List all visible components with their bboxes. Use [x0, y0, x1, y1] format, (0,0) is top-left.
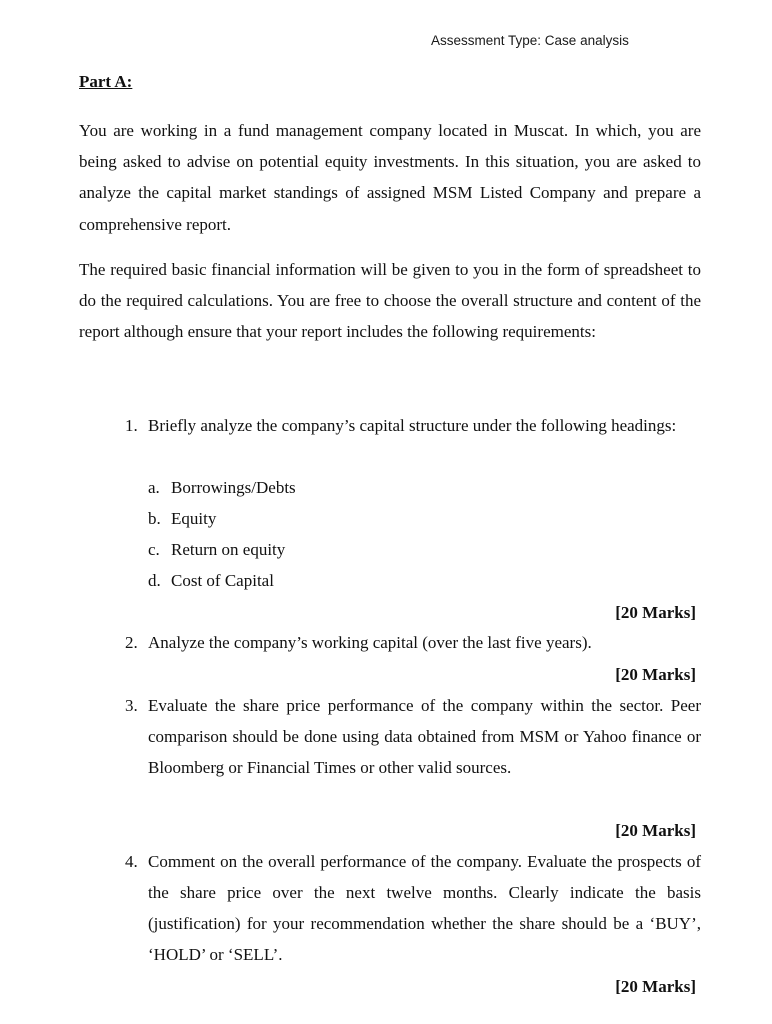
subitem-text: Borrowings/Debts: [171, 478, 296, 497]
question-4-text: Comment on the overall performance of the company. Evaluate the prospects of the share price over the next twelve months. Clearly indicate the basis (justification) for your recommendation whether the share should be a ‘BUY’, ‘HOLD’ or ‘SELL’.: [148, 852, 701, 965]
question-3-text: Evaluate the share price performance of the company within the sector. Peer comparison should be done using data obtained from MSM or Yahoo finance or Bloomberg or Financial Times or other valid sources.: [148, 696, 701, 778]
subitem-label: c.: [148, 540, 160, 559]
question-2-text: Analyze the company’s working capital (over the last five years).: [148, 633, 592, 652]
intro-paragraph: You are working in a fund management company located in Muscat. In which, you are being asked to advise on potential equity investments. In this situation, you are asked to analyze the capital market standings of assigned MSM Listed Company and prepare a comprehensive report.: [79, 121, 701, 234]
subitem-label: d.: [148, 571, 161, 590]
question-2-number: 2.: [125, 633, 138, 652]
question-1-text: Briefly analyze the company’s capital structure under the following headings:: [148, 416, 677, 435]
question-1-subitem-b: [148, 503, 216, 534]
question-4-marks: [20 Marks]: [615, 977, 696, 996]
subitem-label: a.: [148, 478, 160, 497]
assessment-type-header: Assessment Type: Case analysis: [431, 33, 629, 48]
subitem-text: Cost of Capital: [171, 571, 274, 590]
part-title: Part A:: [79, 72, 133, 91]
requirements-paragraph: The required basic financial information will be given to you in the form of spreadsheet to do the required calculations. You are free to choose the overall structure and content of the report although ensure that your report includes the following requirements:: [79, 260, 701, 342]
subitem-label: b.: [148, 509, 161, 528]
question-1-subitem-c: [148, 534, 285, 565]
question-1-number: 1.: [125, 416, 138, 435]
question-1-subitem-a: [148, 472, 296, 503]
subitem-text: Equity: [171, 509, 217, 528]
question-1-subitem-d: [148, 565, 274, 596]
question-3-marks: [20 Marks]: [615, 821, 696, 840]
question-4-number: 4.: [125, 852, 138, 871]
subitem-text: Return on equity: [171, 540, 286, 559]
question-3-number: 3.: [125, 696, 138, 715]
question-1-marks: [20 Marks]: [615, 603, 696, 622]
question-2-marks: [20 Marks]: [615, 665, 696, 684]
